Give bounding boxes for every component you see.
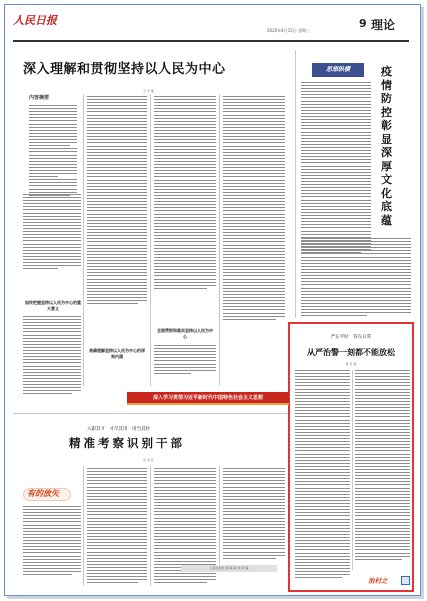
masthead-logo: 人民日报 xyxy=(13,14,57,27)
highlight-article-byline: 周 忠 敏 xyxy=(345,362,357,366)
column-rule xyxy=(150,94,151,386)
main-article-column-4 xyxy=(223,96,285,322)
main-article-column-3-lower xyxy=(154,345,216,376)
right-column-title: 疫情防控彰显深厚文化底蕴 xyxy=(381,65,392,227)
column-logo: 治村之 xyxy=(368,577,388,585)
section-number: 9 xyxy=(359,17,367,30)
header-date: 2020年4月15日 星期三 xyxy=(267,28,311,33)
main-article-column-1-lower xyxy=(23,316,81,396)
lower-article-kicker: 入职其才 才尽其用 用当其时 xyxy=(87,427,150,432)
column-rule xyxy=(83,466,84,586)
lower-article-column-1 xyxy=(23,506,81,577)
column-rule xyxy=(219,94,220,386)
column-rule xyxy=(219,466,220,564)
highlight-article-column-1 xyxy=(295,370,350,580)
header-rule xyxy=(13,40,409,42)
summary-text xyxy=(29,105,77,196)
lower-article-column-4 xyxy=(223,468,285,561)
main-article-byline: 王 学 维 xyxy=(143,89,154,93)
column-logo: 有的放矢 xyxy=(27,489,59,498)
lower-article-byline: 吴 世 民 xyxy=(143,458,154,462)
column-rule xyxy=(83,94,84,386)
subhead-2: 全面贯彻和落实坚持以人民为中心 xyxy=(157,328,213,339)
column-rule xyxy=(150,466,151,586)
theme-banner: 深入学习贯彻习近平新时代中国特色社会主义思想 xyxy=(127,392,289,405)
column-tag: 思想纵横 xyxy=(312,63,364,77)
bottom-caption: 人民日报社 国 务 院 共 同 编 xyxy=(181,565,277,572)
section-name: 理论 xyxy=(371,18,396,32)
highlight-article-title: 从严治警一刻都不能放松 xyxy=(307,347,395,357)
column-rule xyxy=(295,50,296,318)
highlight-article-box xyxy=(288,322,414,592)
highlight-article-column-2 xyxy=(355,370,410,562)
main-article-title: 深入理解和贯彻坚持以人民为中心 xyxy=(23,62,226,77)
right-column-text xyxy=(301,82,371,255)
newspaper-page xyxy=(9,8,414,592)
highlight-article-kicker: 严在平时 管在日常 xyxy=(330,335,372,340)
lower-article-column-2 xyxy=(87,468,147,586)
main-article-column-1 xyxy=(23,194,81,271)
main-article-column-2 xyxy=(87,96,147,306)
subhead-3: 准确理解坚持以人民为中心的深刻内涵 xyxy=(89,348,145,359)
column-rule xyxy=(352,370,353,570)
main-article-column-3 xyxy=(154,96,216,291)
section-rule xyxy=(13,413,288,414)
qr-code-icon xyxy=(401,576,410,585)
lower-article-title: 精准考察识别干部 xyxy=(69,436,185,450)
right-column-text-wide xyxy=(301,238,411,318)
summary-label: 内容摘要 xyxy=(29,95,50,101)
subhead-1: 始终把握坚持以人民为中心的重大意义 xyxy=(25,300,81,311)
